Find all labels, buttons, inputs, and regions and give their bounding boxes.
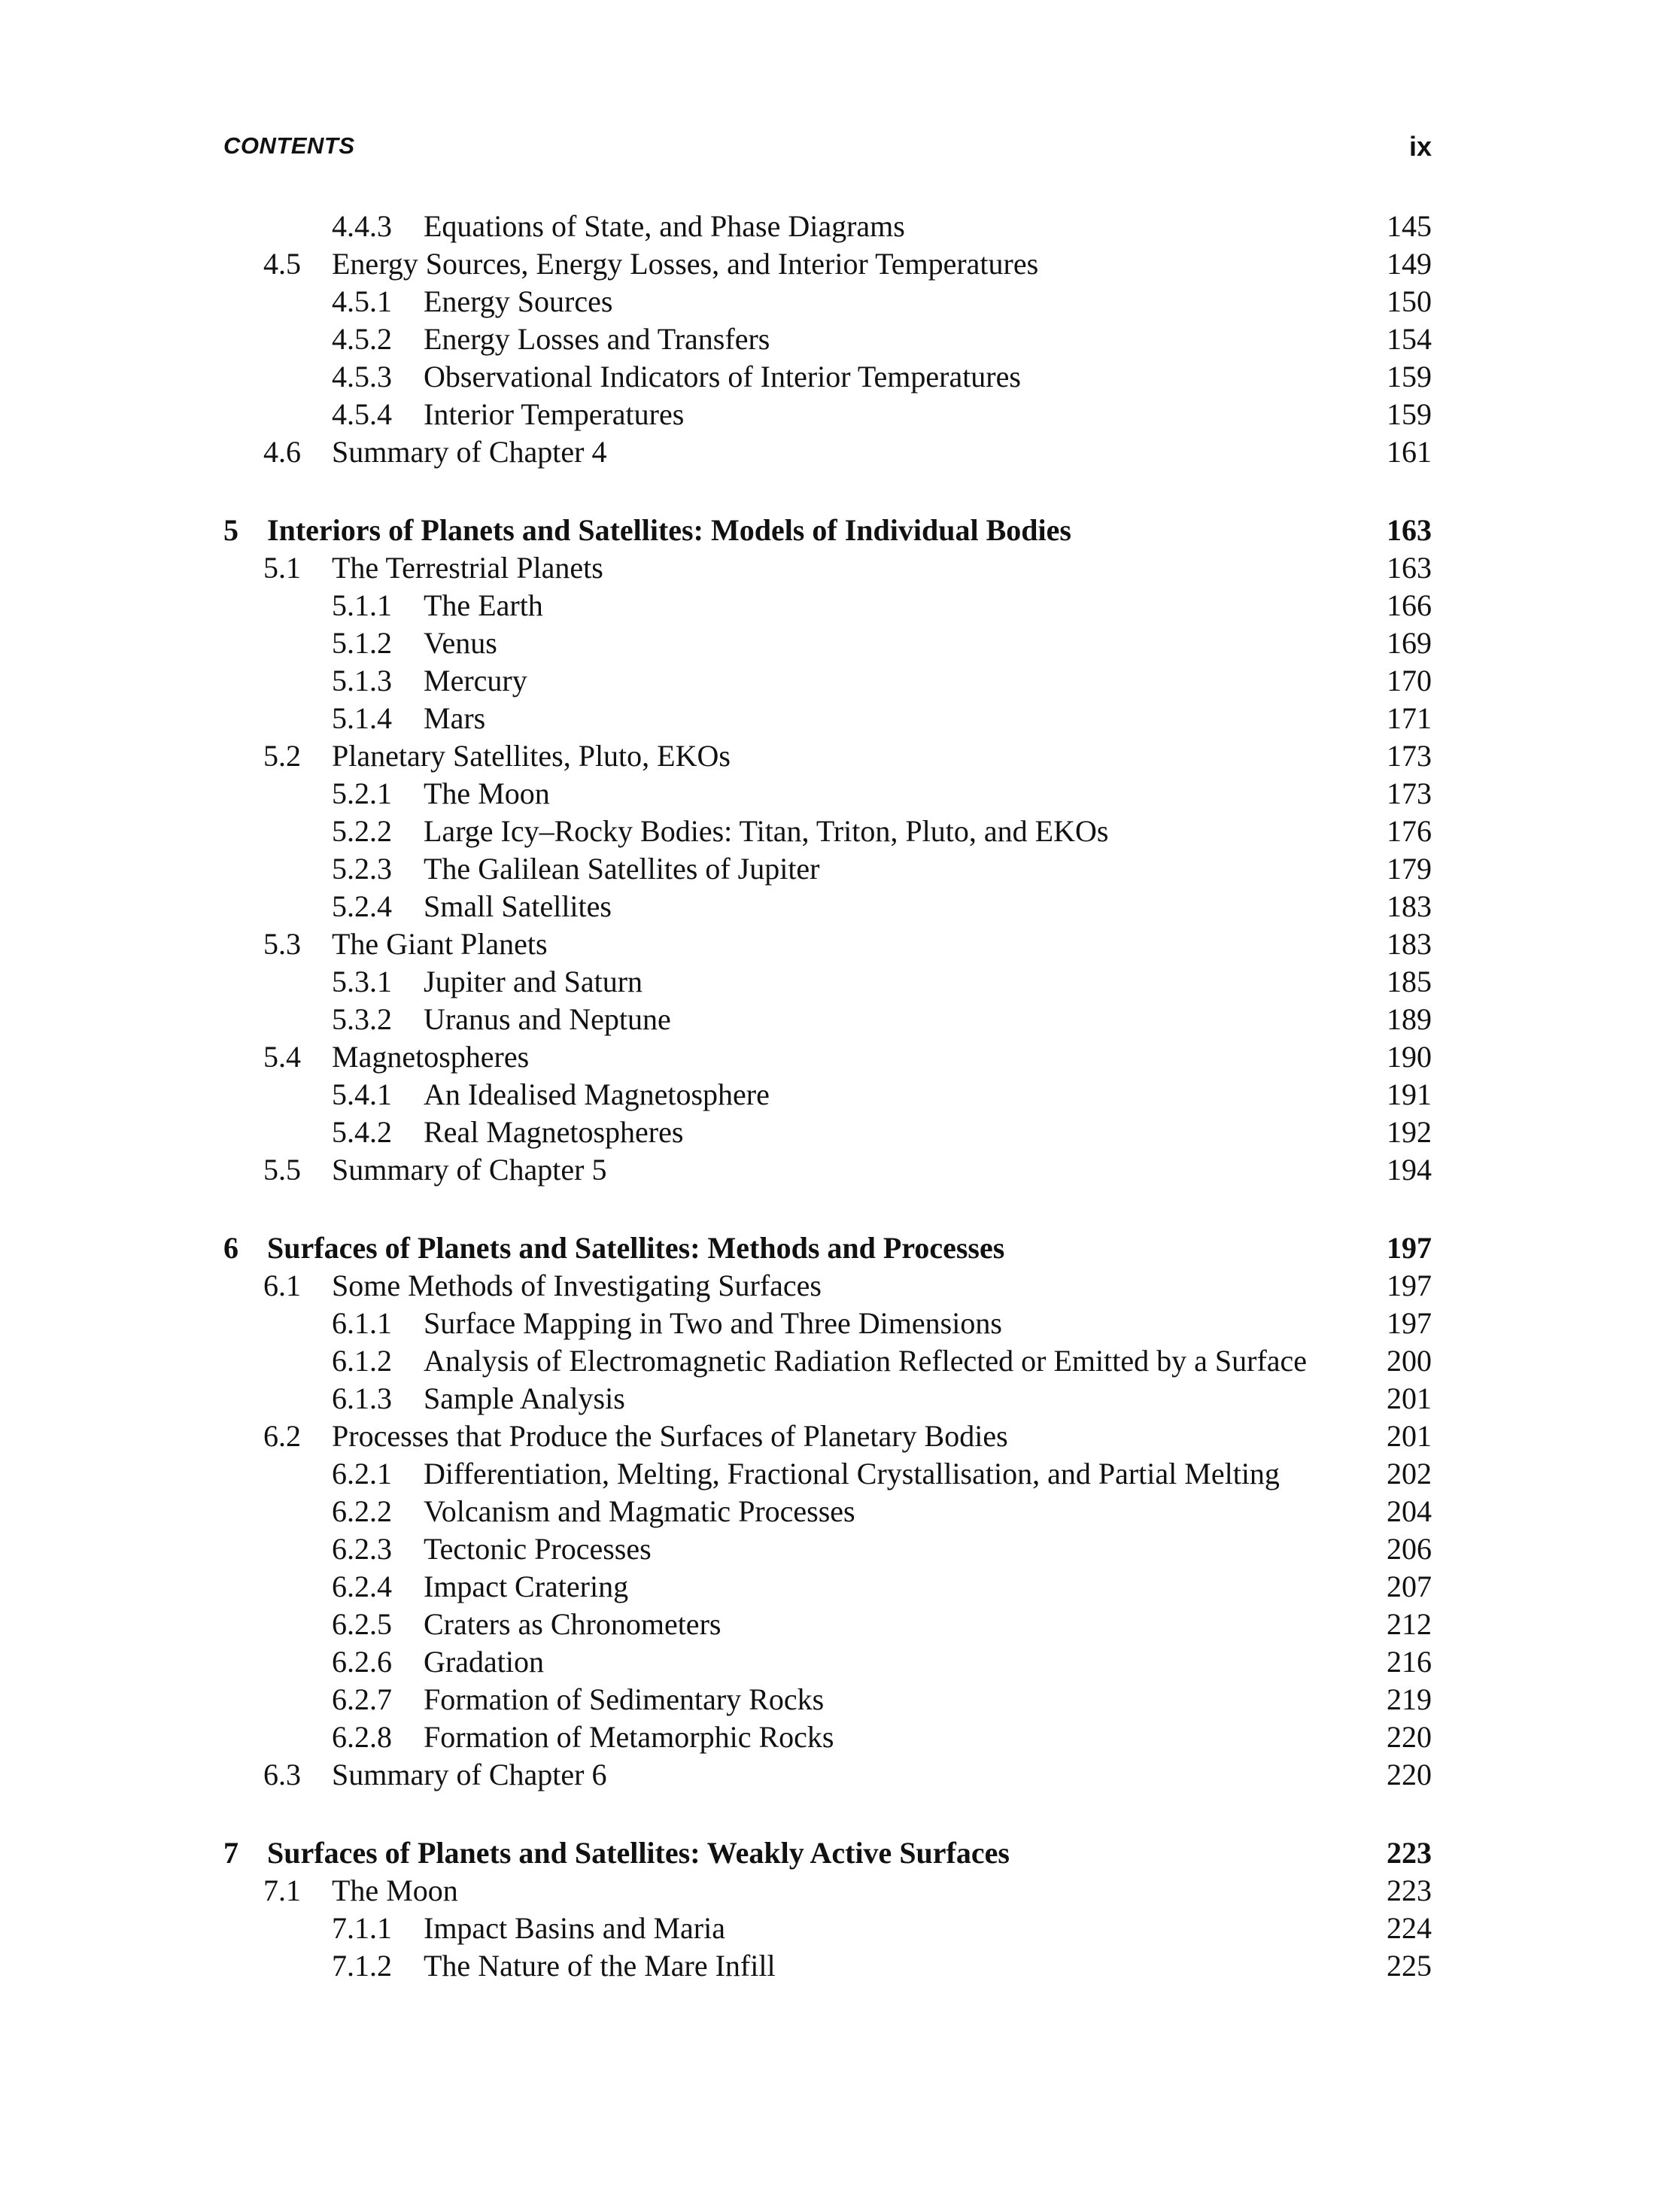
toc-entry-title: Equations of State, and Phase Diagrams: [424, 209, 905, 243]
toc-entry-page: 204: [1387, 1494, 1432, 1528]
toc-entry-row: [0, 1947, 1680, 1985]
toc-entry-page: 183: [1387, 889, 1432, 923]
toc-entry-number: 5.3.1: [332, 965, 392, 998]
toc-entry-number: 6.2: [263, 1419, 301, 1453]
toc-entry-row: [0, 245, 1680, 283]
toc-entry-page: 159: [1387, 397, 1432, 431]
toc-entry-row: [0, 1267, 1680, 1305]
toc-entry-row: [0, 1114, 1680, 1151]
toc-entry-row: [0, 1455, 1680, 1493]
toc-entry-title: Mars: [424, 701, 486, 735]
toc-entry-page: 154: [1387, 322, 1432, 356]
toc-entry-number: 5.2.3: [332, 852, 392, 886]
toc-entry-page: 197: [1387, 1269, 1432, 1302]
toc-entry-number: 6.3: [263, 1758, 301, 1791]
toc-entry-number: 5.1.1: [332, 588, 392, 622]
toc-entry-row: [0, 1718, 1680, 1756]
toc-entry-title: Energy Sources, Energy Losses, and Interior Temperatures: [332, 247, 1039, 281]
toc-entry-row: [0, 321, 1680, 358]
toc-entry-title: Impact Basins and Maria: [424, 1911, 725, 1945]
toc-entry-title: Summary of Chapter 6: [332, 1758, 607, 1791]
toc-entry-number: 5.5: [263, 1153, 301, 1187]
toc-entry-title: The Earth: [424, 588, 543, 622]
toc-entry-page: 197: [1387, 1231, 1432, 1265]
toc-entry-page: 176: [1387, 814, 1432, 848]
toc-entry-title: Sample Analysis: [424, 1381, 625, 1415]
toc-entry-number: 4.5.1: [332, 284, 392, 318]
toc-entry-page: 225: [1387, 1949, 1432, 1983]
toc-entry-number: 6.2.6: [332, 1645, 392, 1679]
toc-entry-page: 145: [1387, 209, 1432, 243]
toc-entry-title: Analysis of Electromagnetic Radiation Reflected or Emitted by a Surface: [424, 1344, 1308, 1378]
toc-entry-title: Summary of Chapter 5: [332, 1153, 607, 1187]
toc-entry-title: Formation of Sedimentary Rocks: [424, 1682, 825, 1716]
toc-entry-number: 6.2.1: [332, 1457, 392, 1491]
toc-entry-title: Interior Temperatures: [424, 397, 685, 431]
toc-entry-number: 6.1.3: [332, 1381, 392, 1415]
toc-entry-row: [0, 1038, 1680, 1076]
toc-entry-page: 220: [1387, 1720, 1432, 1754]
toc-entry-row: [0, 1305, 1680, 1342]
toc-entry-title: An Idealised Magnetosphere: [424, 1077, 770, 1111]
toc-entry-row: [0, 1872, 1680, 1910]
toc-entry-number: 5.4.2: [332, 1115, 392, 1149]
toc-entry-page: 159: [1387, 360, 1432, 394]
toc-entry-number: 5.1: [263, 551, 301, 585]
toc-entry-number: 6.1: [263, 1269, 301, 1302]
toc-entry-page: 200: [1387, 1344, 1432, 1378]
toc-entry-number: 6.2.8: [332, 1720, 392, 1754]
toc-entry-title: Surfaces of Planets and Satellites: Weakly Active Surfaces: [267, 1836, 1010, 1870]
toc-entry-title: Planetary Satellites, Pluto, EKOs: [332, 739, 731, 773]
toc-entry-row: [0, 1493, 1680, 1530]
toc-entry-number: 5.3: [263, 927, 301, 961]
toc-entry-title: Venus: [424, 626, 497, 660]
toc-entry-page: 201: [1387, 1381, 1432, 1415]
toc-entry-number: 5.4.1: [332, 1077, 392, 1111]
toc-entry-title: The Moon: [424, 776, 550, 810]
toc-entry-number: 5.2.4: [332, 889, 392, 923]
toc-entry-title: Energy Sources: [424, 284, 613, 318]
toc-entry-row: [0, 1380, 1680, 1418]
toc-entry-number: 5.1.3: [332, 664, 392, 697]
toc-entry-title: Interiors of Planets and Satellites: Models of Individual Bodies: [267, 513, 1071, 547]
toc-entry-row: [0, 850, 1680, 888]
toc-entry-number: 6.2.5: [332, 1607, 392, 1641]
toc-entry-title: Small Satellites: [424, 889, 612, 923]
toc-entry-title: Jupiter and Saturn: [424, 965, 643, 998]
toc-entry-title: Summary of Chapter 4: [332, 435, 607, 469]
toc-entry-row: [0, 208, 1680, 245]
toc-entry-title: Large Icy–Rocky Bodies: Titan, Triton, Pluto, and EKOs: [424, 814, 1109, 848]
toc-entry-number: 5.2: [263, 739, 301, 773]
toc-entry-number: 5.2.2: [332, 814, 392, 848]
toc-entry-page: 190: [1387, 1040, 1432, 1074]
toc-chapter-row: [0, 1229, 1680, 1267]
toc-entry-page: 189: [1387, 1002, 1432, 1036]
toc-entry-row: [0, 433, 1680, 471]
toc-entry-row: [0, 1342, 1680, 1380]
toc-entry-row: [0, 549, 1680, 587]
toc-entry-page: 202: [1387, 1457, 1432, 1491]
toc-entry-page: 163: [1387, 513, 1432, 547]
toc-entry-number: 4.5.4: [332, 397, 392, 431]
toc-entry-title: Real Magnetospheres: [424, 1115, 684, 1149]
toc-entry-page: 185: [1387, 965, 1432, 998]
toc-entry-row: [0, 662, 1680, 700]
toc-entry-number: 5.4: [263, 1040, 301, 1074]
toc-entry-number: 5: [223, 513, 238, 547]
toc-entry-row: [0, 775, 1680, 813]
toc-entry-number: 7.1.1: [332, 1911, 392, 1945]
toc-entry-number: 5.1.2: [332, 626, 392, 660]
toc-entry-row: [0, 1643, 1680, 1681]
toc-entry-page: 183: [1387, 927, 1432, 961]
toc-entry-number: 4.5.2: [332, 322, 392, 356]
toc-entry-page: 224: [1387, 1911, 1432, 1945]
toc-entry-page: 166: [1387, 588, 1432, 622]
toc-entry-number: 6.2.4: [332, 1570, 392, 1603]
toc-entry-title: Formation of Metamorphic Rocks: [424, 1720, 834, 1754]
toc-entry-number: 6.2.7: [332, 1682, 392, 1716]
toc-entry-row: [0, 358, 1680, 396]
toc-entry-row: [0, 283, 1680, 321]
toc-entry-row: [0, 1681, 1680, 1718]
toc-entry-number: 6.2.3: [332, 1532, 392, 1566]
toc-entry-page: 173: [1387, 776, 1432, 810]
running-head-title: CONTENTS: [223, 132, 355, 159]
toc-entry-row: [0, 1568, 1680, 1606]
toc-entry-page: 169: [1387, 626, 1432, 660]
toc-entry-title: Impact Cratering: [424, 1570, 629, 1603]
toc-entry-row: [0, 888, 1680, 925]
toc-entry-page: 206: [1387, 1532, 1432, 1566]
toc-entry-title: Tectonic Processes: [424, 1532, 652, 1566]
toc-entry-title: The Galilean Satellites of Jupiter: [424, 852, 820, 886]
toc-entry-page: 223: [1387, 1873, 1432, 1907]
toc-entry-number: 5.2.1: [332, 776, 392, 810]
toc-entry-number: 6.1.2: [332, 1344, 392, 1378]
toc-chapter-row: [0, 1834, 1680, 1872]
toc-entry-page: 207: [1387, 1570, 1432, 1603]
toc-entry-row: [0, 1756, 1680, 1794]
toc-entry-row: [0, 396, 1680, 433]
toc-entry-title: Volcanism and Magmatic Processes: [424, 1494, 855, 1528]
toc-entry-row: [0, 737, 1680, 775]
toc-entry-page: 173: [1387, 739, 1432, 773]
toc-entry-title: Differentiation, Melting, Fractional Crystallisation, and Partial Melting: [424, 1457, 1280, 1491]
toc-entry-title: Uranus and Neptune: [424, 1002, 671, 1036]
toc-entry-page: 201: [1387, 1419, 1432, 1453]
toc-entry-number: 7.1: [263, 1873, 301, 1907]
toc-entry-title: Surface Mapping in Two and Three Dimensions: [424, 1306, 1002, 1340]
toc-entry-title: The Nature of the Mare Infill: [424, 1949, 776, 1983]
toc-entry-row: [0, 1910, 1680, 1947]
running-head-page-number: ix: [1408, 131, 1432, 162]
toc-entry-row: [0, 1151, 1680, 1189]
table-of-contents: [0, 208, 1680, 1985]
toc-entry-number: 5.1.4: [332, 701, 392, 735]
toc-entry-title: Some Methods of Investigating Surfaces: [332, 1269, 822, 1302]
toc-entry-row: [0, 1076, 1680, 1114]
toc-entry-number: 5.3.2: [332, 1002, 392, 1036]
toc-entry-number: 4.4.3: [332, 209, 392, 243]
toc-entry-page: 161: [1387, 435, 1432, 469]
toc-entry-row: [0, 587, 1680, 624]
toc-entry-row: [0, 624, 1680, 662]
toc-entry-row: [0, 963, 1680, 1001]
toc-entry-title: Mercury: [424, 664, 527, 697]
toc-entry-title: Energy Losses and Transfers: [424, 322, 770, 356]
toc-entry-page: 179: [1387, 852, 1432, 886]
toc-entry-row: [0, 1530, 1680, 1568]
toc-entry-title: Craters as Chronometers: [424, 1607, 722, 1641]
toc-entry-page: 212: [1387, 1607, 1432, 1641]
toc-entry-number: 4.5: [263, 247, 301, 281]
toc-entry-title: Surfaces of Planets and Satellites: Methods and Processes: [267, 1231, 1005, 1265]
toc-entry-number: 6.2.2: [332, 1494, 392, 1528]
toc-entry-page: 191: [1387, 1077, 1432, 1111]
toc-entry-title: The Terrestrial Planets: [332, 551, 603, 585]
toc-entry-row: [0, 1418, 1680, 1455]
toc-entry-row: [0, 925, 1680, 963]
toc-entry-row: [0, 700, 1680, 737]
toc-entry-row: [0, 813, 1680, 850]
toc-entry-page: 220: [1387, 1758, 1432, 1791]
running-head: [223, 132, 1432, 166]
toc-entry-number: 4.5.3: [332, 360, 392, 394]
toc-entry-number: 4.6: [263, 435, 301, 469]
toc-entry-page: 171: [1387, 701, 1432, 735]
toc-chapter-row: [0, 512, 1680, 549]
toc-entry-page: 192: [1387, 1115, 1432, 1149]
toc-entry-page: 223: [1387, 1836, 1432, 1870]
toc-entry-title: The Giant Planets: [332, 927, 548, 961]
toc-entry-page: 163: [1387, 551, 1432, 585]
toc-entry-page: 150: [1387, 284, 1432, 318]
toc-entry-number: 7.1.2: [332, 1949, 392, 1983]
toc-entry-title: Observational Indicators of Interior Temperatures: [424, 360, 1021, 394]
toc-entry-number: 6: [223, 1231, 238, 1265]
toc-entry-title: The Moon: [332, 1873, 458, 1907]
toc-entry-title: Gradation: [424, 1645, 544, 1679]
toc-entry-row: [0, 1001, 1680, 1038]
toc-entry-number: 7: [223, 1836, 238, 1870]
toc-entry-page: 219: [1387, 1682, 1432, 1716]
toc-entry-title: Processes that Produce the Surfaces of Planetary Bodies: [332, 1419, 1008, 1453]
toc-entry-page: 170: [1387, 664, 1432, 697]
toc-entry-page: 216: [1387, 1645, 1432, 1679]
toc-entry-page: 197: [1387, 1306, 1432, 1340]
toc-entry-page: 149: [1387, 247, 1432, 281]
toc-entry-page: 194: [1387, 1153, 1432, 1187]
toc-entry-row: [0, 1606, 1680, 1643]
toc-entry-number: 6.1.1: [332, 1306, 392, 1340]
toc-entry-title: Magnetospheres: [332, 1040, 530, 1074]
